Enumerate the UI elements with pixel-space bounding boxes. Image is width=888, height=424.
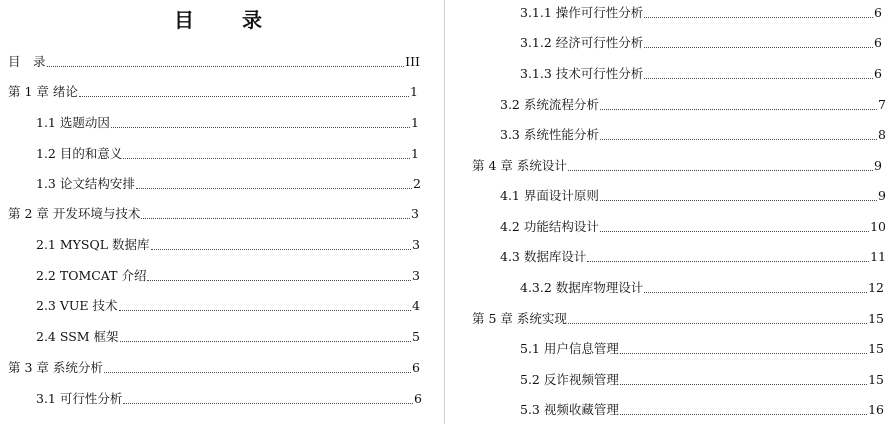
toc-entry-page: 15: [868, 372, 884, 387]
toc-entry-label: 4.3 数据库设计: [500, 249, 587, 264]
toc-entry: [520, 35, 882, 51]
toc-entry: [500, 127, 886, 143]
dot-leader: [123, 403, 413, 404]
dot-leader: [620, 353, 867, 354]
toc-entry-label: 2.2 TOMCAT 介绍: [36, 268, 147, 283]
dot-leader: [644, 47, 873, 48]
toc-entry-label: 3.1.1 操作可行性分析: [520, 5, 644, 20]
toc-entry-page: 3: [412, 268, 420, 283]
dot-leader: [151, 249, 412, 250]
dot-leader: [644, 78, 873, 79]
toc-entry: [8, 84, 418, 100]
toc-entry: [36, 268, 420, 284]
toc-entry-page: 15: [868, 311, 884, 326]
toc-entry: [520, 402, 884, 418]
dot-leader: [620, 414, 867, 415]
toc-entry-label: 3.1.3 技术可行性分析: [520, 66, 644, 81]
toc-page-right: [452, 0, 888, 424]
toc-entry: [520, 280, 884, 296]
toc-entry: [36, 176, 421, 192]
dot-leader: [600, 139, 877, 140]
toc-entry-page: 12: [868, 280, 884, 295]
toc-entry: [500, 97, 886, 113]
toc-entry: [36, 391, 422, 407]
toc-entry-page: 6: [874, 35, 882, 50]
toc-entry-page: 4: [412, 298, 420, 313]
toc-entry-label: 4.3.2 数据库物理设计: [520, 280, 644, 295]
toc-entry-page: 9: [874, 158, 882, 173]
dot-leader: [600, 231, 869, 232]
toc-entry-label: 第 4 章 系统设计: [472, 158, 567, 173]
toc-entry-label: 第 5 章 系统实现: [472, 311, 567, 326]
dot-leader: [47, 66, 405, 67]
toc-entry: [36, 146, 419, 162]
dot-leader: [568, 170, 873, 171]
dot-leader: [123, 158, 410, 159]
toc-entry-page: 6: [874, 66, 882, 81]
toc-entry: [520, 66, 882, 82]
toc-entry-page: 11: [870, 249, 886, 264]
dot-leader: [111, 127, 410, 128]
dot-leader: [104, 372, 411, 373]
toc-entry-label: 4.2 功能结构设计: [500, 219, 599, 234]
toc-entry-label: 1.3 论文结构安排: [36, 176, 135, 191]
toc-entry-page: 8: [878, 127, 886, 142]
toc-entry-page: 2: [413, 176, 421, 191]
toc-entry-label: 1.1 选题动因: [36, 115, 110, 130]
toc-entry-label: 4.1 界面设计原则: [500, 188, 599, 203]
toc-entry-page: 7: [878, 97, 886, 112]
toc-entry-page: 6: [414, 391, 422, 406]
toc-entry-page: 1: [411, 146, 419, 161]
toc-entry: [8, 54, 420, 70]
toc-entry-page: 9: [878, 188, 886, 203]
toc-entry: [520, 341, 884, 357]
toc-entry-page: 10: [870, 219, 886, 234]
toc-entry-label: 3.3 系统性能分析: [500, 127, 599, 142]
toc-entry: [8, 206, 419, 222]
toc-title: 目 录: [174, 8, 276, 32]
toc-entry-page: 6: [874, 5, 882, 20]
toc-entry: [500, 219, 886, 235]
toc-entry-label: 目 录: [8, 54, 46, 69]
toc-entry-page: 1: [411, 115, 419, 130]
toc-entry: [520, 5, 882, 21]
toc-entry: [472, 158, 882, 174]
dot-leader: [600, 200, 877, 201]
toc-entry: [36, 115, 419, 131]
toc-entry-page: 3: [412, 237, 420, 252]
dot-leader: [136, 188, 412, 189]
toc-entry-page: III: [405, 54, 420, 69]
toc-entry: [472, 311, 884, 327]
dot-leader: [620, 384, 867, 385]
toc-page-left: [0, 0, 436, 424]
dot-leader: [568, 323, 867, 324]
dot-leader: [79, 96, 409, 97]
toc-entry-label: 第 1 章 绪论: [8, 84, 78, 99]
toc-entry-label: 5.1 用户信息管理: [520, 341, 619, 356]
dot-leader: [587, 261, 869, 262]
toc-entry-label: 5.3 视频收藏管理: [520, 402, 619, 417]
toc-entry-page: 1: [410, 84, 418, 99]
toc-entry: [36, 329, 420, 345]
toc-entry-page: 16: [868, 402, 884, 417]
dot-leader: [120, 341, 412, 342]
toc-entry-page: 5: [412, 329, 420, 344]
dot-leader: [644, 17, 873, 18]
toc-entry: [8, 360, 420, 376]
dot-leader: [600, 109, 877, 110]
toc-entry-label: 2.4 SSM 框架: [36, 329, 119, 344]
toc-entry-label: 第 3 章 系统分析: [8, 360, 103, 375]
dot-leader: [147, 280, 411, 281]
toc-entry-page: 6: [412, 360, 420, 375]
toc-entry-label: 5.2 反诈视频管理: [520, 372, 619, 387]
toc-entry: [500, 188, 886, 204]
toc-entry: [520, 372, 884, 388]
toc-entry: [36, 237, 420, 253]
dot-leader: [644, 292, 867, 293]
dot-leader: [141, 218, 410, 219]
toc-entry: [36, 298, 420, 314]
toc-entry-label: 3.2 系统流程分析: [500, 97, 599, 112]
toc-entry-label: 第 2 章 开发环境与技术: [8, 206, 141, 221]
toc-entry-label: 2.1 MYSQL 数据库: [36, 237, 150, 252]
toc-entry-label: 3.1.2 经济可行性分析: [520, 35, 644, 50]
toc-entry-page: 3: [411, 206, 419, 221]
toc-entry-label: 1.2 目的和意义: [36, 146, 123, 161]
page-divider: [444, 0, 445, 424]
toc-entry-label: 3.1 可行性分析: [36, 391, 123, 406]
toc-entry-page: 15: [868, 341, 884, 356]
toc-entry: [500, 249, 886, 265]
dot-leader: [119, 310, 412, 311]
toc-entry-label: 2.3 VUE 技术: [36, 298, 118, 313]
